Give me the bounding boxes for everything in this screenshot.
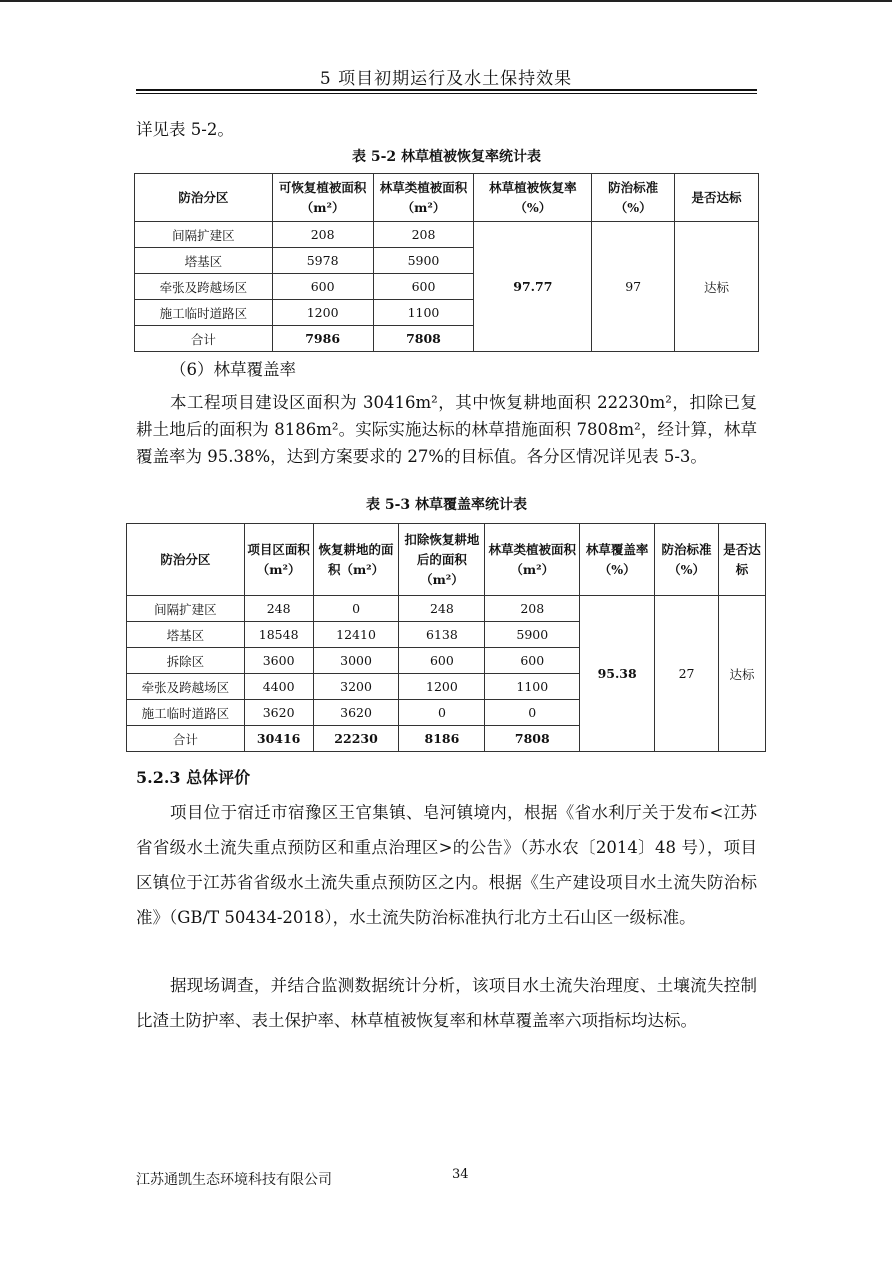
cell: 0	[399, 700, 485, 726]
table-row	[127, 596, 766, 622]
cell: 8186	[399, 726, 485, 752]
cell: 1100	[485, 674, 580, 700]
paragraph-1: 本工程项目建设区面积为 30416m²，其中恢复耕地面积 22230m²，扣除已复耕土地后的面积为 8186m²。实际实施达标的林草措施面积 7808m²，经计算，林草覆盖率为 95.38%，达到方案要求的 27%的目标值。各分区情况详见表 5-3。	[136, 393, 757, 466]
cell: 208	[373, 222, 474, 248]
cell: 600	[485, 648, 580, 674]
col-header: 恢复耕地的面积（m²）	[313, 524, 399, 596]
intro-line: 详见表 5-2。	[136, 120, 234, 139]
cell: 248	[399, 596, 485, 622]
cell: 施工临时道路区	[127, 700, 245, 726]
col-header: 防治分区	[135, 174, 273, 222]
cell: 3620	[313, 700, 399, 726]
table-header-row	[135, 174, 759, 222]
table-5-2	[134, 173, 759, 352]
col-header: 林草覆盖率（%）	[580, 524, 655, 596]
footer-company: 江苏通凯生态环境科技有限公司	[136, 1172, 332, 1188]
paragraph-3: 据现场调查，并结合监测数据统计分析，该项目水土流失治理度、土壤流失控制比渣土防护率、表土保护率、林草植被恢复率和林草覆盖率六项指标均达标。	[136, 976, 757, 1030]
col-header: 防治分区	[127, 524, 245, 596]
cell: 12410	[313, 622, 399, 648]
cell: 0	[313, 596, 399, 622]
section-heading: 5.2.3 总体评价	[136, 768, 251, 787]
cell: 6138	[399, 622, 485, 648]
col-header: 项目区面积（m²）	[244, 524, 313, 596]
cell: 1100	[373, 300, 474, 326]
table-5-2-caption: 表 5-2 林草植被恢复率统计表	[351, 149, 542, 165]
col-header: 防治标准（%）	[592, 174, 675, 222]
col-header: 扣除恢复耕地后的面积（m²）	[399, 524, 485, 596]
table-5-3	[126, 523, 766, 752]
col-header: 防治标准（%）	[655, 524, 719, 596]
result-cell: 达标	[719, 596, 766, 752]
cell: 施工临时道路区	[135, 300, 273, 326]
cell: 拆除区	[127, 648, 245, 674]
cell: 600	[399, 648, 485, 674]
cell: 248	[244, 596, 313, 622]
cell: 208	[272, 222, 373, 248]
cell: 7986	[272, 326, 373, 352]
cell: 合计	[135, 326, 273, 352]
cell: 牵张及跨越场区	[135, 274, 273, 300]
cell: 合计	[127, 726, 245, 752]
col-header: 林草植被恢复率（%）	[474, 174, 592, 222]
cell: 600	[272, 274, 373, 300]
cell: 5900	[485, 622, 580, 648]
header-rule	[136, 89, 757, 91]
cell: 208	[485, 596, 580, 622]
standard-cell: 97	[592, 222, 675, 352]
col-header: 是否达标	[719, 524, 766, 596]
cell: 3200	[313, 674, 399, 700]
cell: 3000	[313, 648, 399, 674]
col-header: 是否达标	[675, 174, 759, 222]
cell: 间隔扩建区	[135, 222, 273, 248]
cell: 7808	[485, 726, 580, 752]
table-row	[135, 222, 759, 248]
col-header: 林草类植被面积（m²）	[485, 524, 580, 596]
recovery-rate-cell: 97.77	[474, 222, 592, 352]
cell: 18548	[244, 622, 313, 648]
cell: 3620	[244, 700, 313, 726]
cell: 5978	[272, 248, 373, 274]
coverage-rate-cell: 95.38	[580, 596, 655, 752]
cell: 间隔扩建区	[127, 596, 245, 622]
paragraph-2: 项目位于宿迁市宿豫区王官集镇、皂河镇境内，根据《省水利厅关于发布<江苏省省级水土流失重点预防区和重点治理区>的公告》（苏水农〔2014〕48 号），项目区镇位于江苏省省级水土流失重点预防区之内。根据《生产建设项目水土流失防治标准》（GB/T 50434-2018），水土流失防治标准执行北方土石山区一级标准。	[136, 803, 757, 927]
table-5-3-caption: 表 5-3 林草覆盖率统计表	[365, 497, 528, 513]
cell: 1200	[399, 674, 485, 700]
cell: 3600	[244, 648, 313, 674]
page-number: 34	[452, 1167, 469, 1182]
cell: 塔基区	[135, 248, 273, 274]
cell: 牵张及跨越场区	[127, 674, 245, 700]
cell: 30416	[244, 726, 313, 752]
cell: 5900	[373, 248, 474, 274]
col-header: 可恢复植被面积（m²）	[272, 174, 373, 222]
top-border	[0, 0, 892, 2]
table-header-row	[127, 524, 766, 596]
header-rule-thin	[136, 93, 757, 94]
cell: 1200	[272, 300, 373, 326]
page-header: 5 项目初期运行及水土保持效果	[319, 69, 573, 89]
cell: 塔基区	[127, 622, 245, 648]
cell: 0	[485, 700, 580, 726]
subheading-6: （6）林草覆盖率	[170, 360, 296, 379]
cell: 4400	[244, 674, 313, 700]
result-cell: 达标	[675, 222, 759, 352]
cell: 7808	[373, 326, 474, 352]
standard-cell: 27	[655, 596, 719, 752]
col-header: 林草类植被面积（m²）	[373, 174, 474, 222]
cell: 600	[373, 274, 474, 300]
cell: 22230	[313, 726, 399, 752]
